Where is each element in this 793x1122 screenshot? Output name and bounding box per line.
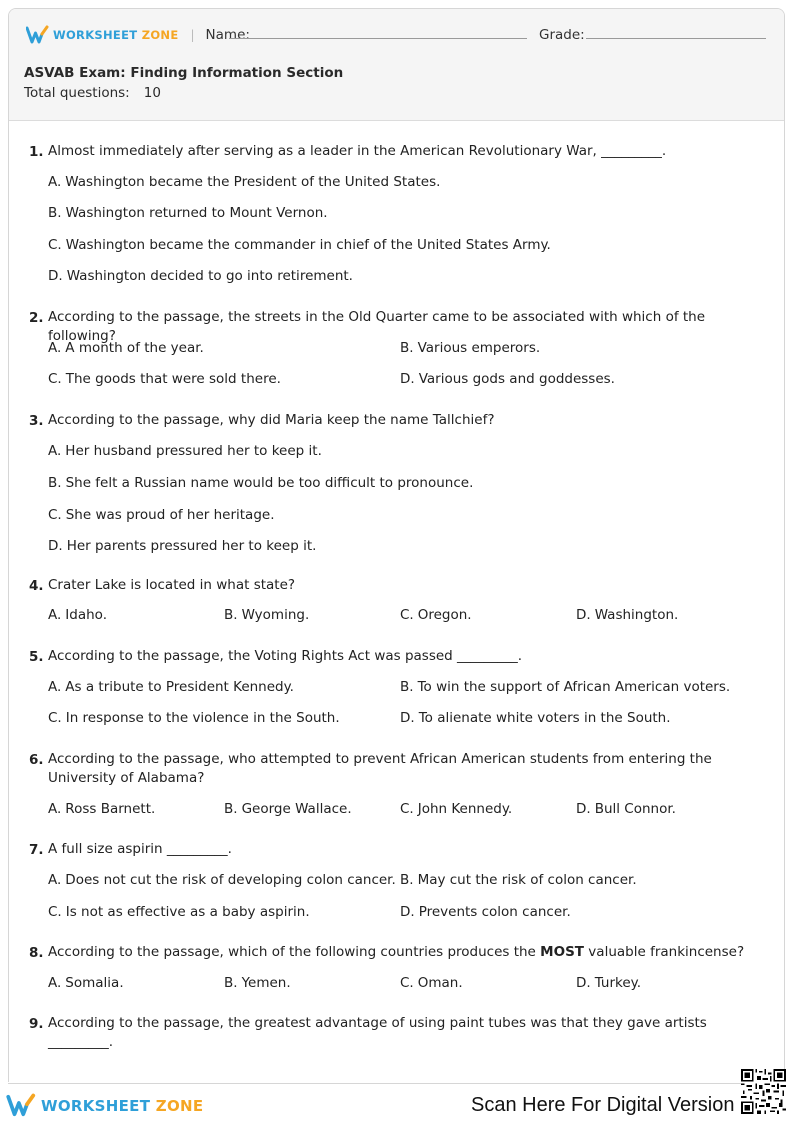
grade-label: Grade:: [539, 27, 585, 43]
question-text-before: According to the passage, which of the following countries produces the: [48, 944, 541, 960]
option-a: [48, 607, 107, 623]
option-text: A month of the year.: [65, 340, 204, 356]
option-text: Her husband pressured her to keep it.: [65, 443, 322, 459]
option-text: In response to the violence in the South.: [65, 710, 340, 726]
option-text: Does not cut the risk of developing colon cancer.: [65, 872, 396, 888]
option-a: [48, 174, 440, 190]
option-d: [400, 710, 671, 726]
question-number: 3.: [29, 413, 44, 429]
option-letter: D.: [400, 371, 415, 387]
option-text: Washington became the President of the United States.: [65, 174, 441, 190]
option-letter: C.: [400, 975, 414, 991]
name-label: Name:: [205, 27, 250, 43]
total-questions-value: 10: [143, 85, 161, 101]
option-letter: C.: [48, 710, 62, 726]
option-text: Oman.: [417, 975, 463, 991]
grade-field-line[interactable]: [586, 38, 766, 39]
option-text: George Wallace.: [241, 801, 352, 817]
option-letter: B.: [48, 475, 62, 491]
option-text: Turkey.: [594, 975, 641, 991]
qr-code-icon[interactable]: [741, 1069, 786, 1114]
option-letter: A.: [48, 679, 62, 695]
option-c: [48, 904, 310, 920]
option-b: [48, 475, 473, 491]
question-text: According to the passage, who attempted to prevent African American students from entering the University of Alabama?: [48, 751, 712, 786]
option-a: [48, 679, 294, 695]
question-number: 9.: [29, 1016, 44, 1032]
option-letter: D.: [576, 607, 591, 623]
option-letter: C.: [48, 371, 62, 387]
option-text: To alienate white voters in the South.: [418, 710, 671, 726]
name-field-line[interactable]: [229, 38, 527, 39]
option-text: To win the support of African American voters.: [417, 679, 731, 695]
option-text: Yemen.: [241, 975, 291, 991]
option-c: [400, 801, 512, 817]
option-b: [224, 975, 291, 991]
question-number: 6.: [29, 752, 44, 768]
option-text: Wyoming.: [241, 607, 310, 623]
option-letter: C.: [400, 801, 414, 817]
option-text: Oregon.: [417, 607, 472, 623]
option-d: [576, 801, 676, 817]
option-letter: A.: [48, 607, 62, 623]
option-d: [48, 538, 316, 554]
worksheetzone-logo-icon: [6, 1093, 38, 1118]
option-b: [224, 607, 309, 623]
option-letter: A.: [48, 174, 62, 190]
option-letter: D.: [400, 904, 415, 920]
option-letter: B.: [224, 607, 238, 623]
option-d: [400, 904, 571, 920]
option-letter: C.: [400, 607, 414, 623]
option-d: [48, 268, 353, 284]
option-text: She felt a Russian name would be too difficult to pronounce.: [65, 475, 474, 491]
option-c: [400, 607, 472, 623]
option-letter: D.: [400, 710, 415, 726]
option-letter: D.: [48, 268, 63, 284]
question-text: According to the passage, the Voting Rights Act was passed _________.: [48, 648, 523, 664]
option-letter: A.: [48, 443, 62, 459]
option-letter: A.: [48, 801, 62, 817]
header-separator: |: [190, 28, 195, 42]
option-letter: D.: [576, 801, 591, 817]
footer-divider: [8, 1083, 742, 1084]
brand-name: [53, 28, 179, 42]
option-letter: B.: [48, 205, 62, 221]
question-number: 5.: [29, 649, 44, 665]
footer-brand-zone: ZONE: [155, 1096, 204, 1115]
option-text: Ross Barnett.: [65, 801, 156, 817]
option-text: Somalia.: [65, 975, 124, 991]
option-text: Prevents colon cancer.: [418, 904, 571, 920]
option-c: [48, 237, 551, 253]
option-a: [48, 801, 155, 817]
option-letter: C.: [48, 237, 62, 253]
question-text-emphasis: MOST: [540, 944, 585, 960]
option-letter: A.: [48, 872, 62, 888]
option-text: Idaho.: [65, 607, 107, 623]
option-d: [576, 607, 678, 623]
option-text: Her parents pressured her to keep it.: [66, 538, 317, 554]
option-text: John Kennedy.: [417, 801, 513, 817]
question-text: [48, 943, 748, 962]
option-text: Washington became the commander in chief of the United States Army.: [65, 237, 551, 253]
worksheet-page: [8, 8, 785, 1098]
option-letter: B.: [400, 679, 414, 695]
option-text: Various gods and goddesses.: [418, 371, 615, 387]
option-letter: C.: [48, 507, 62, 523]
option-letter: B.: [400, 340, 414, 356]
question-text: According to the passage, why did Maria keep the name Tallchief?: [48, 412, 495, 428]
option-letter: C.: [48, 904, 62, 920]
option-text: Washington decided to go into retirement.: [66, 268, 353, 284]
question-text: Almost immediately after serving as a leader in the American Revolutionary War, _________.: [48, 143, 667, 159]
question-number: 1.: [29, 144, 44, 160]
option-letter: B.: [224, 975, 238, 991]
option-b: [400, 872, 637, 888]
option-a: [48, 443, 322, 459]
option-c: [400, 975, 463, 991]
question-text: According to the passage, the greatest advantage of using paint tubes was that they gave artists _________.: [48, 1015, 707, 1050]
question-number: 4.: [29, 578, 44, 594]
total-questions-label: Total questions:: [24, 85, 130, 101]
option-a: [48, 340, 204, 356]
option-letter: A.: [48, 340, 62, 356]
question-text: According to the passage, the streets in the Old Quarter came to be associated with which of the following?: [48, 309, 706, 344]
question-number: 8.: [29, 945, 44, 961]
footer-brand-worksheet: WORKSHEET: [41, 1096, 151, 1115]
brand-worksheet: WORKSHEET: [53, 28, 138, 42]
option-text: Is not as effective as a baby aspirin.: [65, 904, 310, 920]
option-b: [224, 801, 352, 817]
option-text: May cut the risk of colon cancer.: [417, 872, 637, 888]
option-text: Washington returned to Mount Vernon.: [65, 205, 328, 221]
option-letter: B.: [400, 872, 414, 888]
brand-row: [26, 25, 250, 45]
option-letter: B.: [224, 801, 238, 817]
option-letter: D.: [576, 975, 591, 991]
worksheet-title: ASVAB Exam: Finding Information Section: [24, 65, 344, 81]
option-text: Washington.: [594, 607, 679, 623]
option-text: Bull Connor.: [594, 801, 676, 817]
option-b: [48, 205, 328, 221]
option-b: [400, 340, 540, 356]
option-text: The goods that were sold there.: [65, 371, 281, 387]
option-c: [48, 710, 340, 726]
worksheet-header: [9, 9, 784, 121]
option-text: She was proud of her heritage.: [65, 507, 275, 523]
question-text: Crater Lake is located in what state?: [48, 577, 296, 593]
option-a: [48, 872, 396, 888]
question-text-after: valuable frankincense?: [584, 944, 745, 960]
brand-zone: ZONE: [141, 28, 179, 42]
option-text: Various emperors.: [417, 340, 541, 356]
option-c: [48, 371, 281, 387]
question-number: 2.: [29, 310, 44, 326]
option-letter: D.: [48, 538, 63, 554]
worksheetzone-logo-icon: [26, 25, 50, 45]
option-text: As a tribute to President Kennedy.: [65, 679, 294, 695]
option-letter: A.: [48, 975, 62, 991]
option-d: [576, 975, 641, 991]
option-c: [48, 507, 274, 523]
total-questions: [24, 85, 161, 101]
option-a: [48, 975, 124, 991]
option-b: [400, 679, 730, 695]
scan-instruction: Scan Here For Digital Version: [471, 1094, 735, 1116]
option-d: [400, 371, 615, 387]
footer-brand-name: [41, 1097, 203, 1115]
question-number: 7.: [29, 842, 44, 858]
question-text: A full size aspirin _________.: [48, 841, 232, 857]
footer-brand: [6, 1093, 203, 1118]
